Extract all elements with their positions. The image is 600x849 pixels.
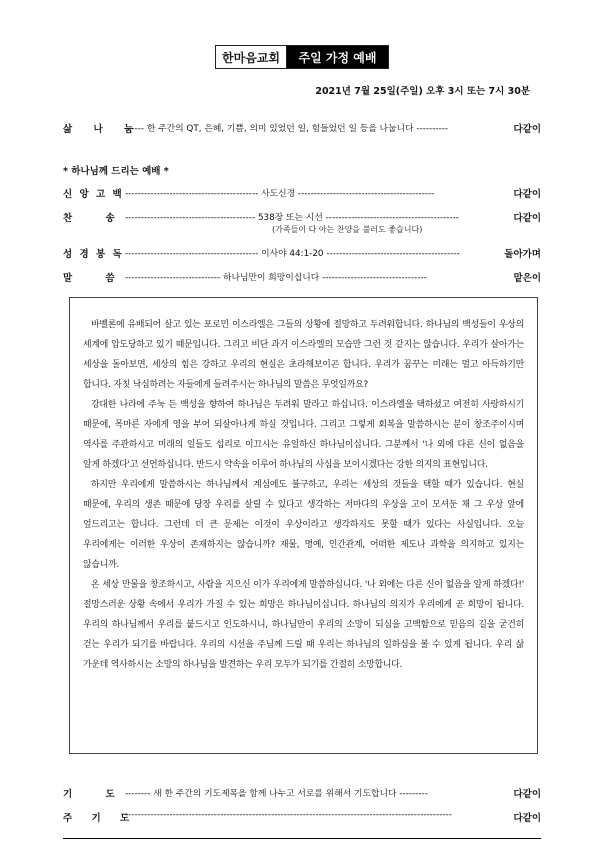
order-row-hymn	[63, 210, 541, 224]
order-label: 찬 송	[63, 213, 115, 224]
closing-row-prayer	[63, 786, 541, 800]
worship-heading: * 하나님께 드리는 예배 *	[63, 166, 169, 177]
order-label: 신 앙 고 백	[63, 189, 124, 200]
church-name: 한마음교회	[216, 46, 287, 68]
order-performer: 다같이	[513, 189, 541, 200]
hymn-note: (가족들이 다 아는 찬양을 불러도 좋습니다)	[272, 225, 423, 234]
order-desc: ------------------------------------------ 이사야 44:1-20 ------------------------------------------	[125, 249, 460, 259]
sermon-paragraph: 바벨론에 유배되어 살고 있는 포로민 이스라엘은 그들의 상황에 절망하고 두려워합니다. 하나님의 백성들이 우상의 세계에 압도당하고 있기 때문입니다. 그리고 비단 과거 이스라엘의 모습만 그런 것 같지는 않습니다. 우리가 살아가는 세상을 돌아보면, 세상의 힘은 강하고 우리의 현실은 초라해보이곤 합니다. 우리가 꿈꾸는 미래는 멀고 아득하기만 합니다. 자칫 낙심하려는 자들에게 들려주시는 하나님의 말씀은 무엇일까요?	[83, 320, 524, 390]
order-performer: 다같이	[513, 213, 541, 224]
sermon-text-box	[69, 297, 538, 754]
sermon-paragraph: 강대한 나라에 주눅 든 백성을 향하여 하나님은 두려워 말라고 하십니다. 이스라엘을 택하셨고 여전히 사랑하시기 때문에, 목마른 자에게 영을 부어 되살아나게 하실 것입니다. 그리고 그렇게 회복을 말씀하시는 분이 창조주이시며 역사를 주관하시고 미래의 일들도 섭리로 이끄시는 유일하신 하나님이십니다. 그분께서 '나 외에 다른 신이 없음을 알게 하겠다'고 선언하십니다. 반드시 약속을 이루어 하나님의 사심을 보이시겠다는 강한 의지의 표현입니다.	[83, 400, 524, 470]
bottom-divider	[63, 838, 541, 839]
sermon-paragraph: 하지만 우리에게 말씀하시는 하나님께서 계심에도 불구하고, 우리는 세상의 것들을 택할 때가 있습니다. 현실 때문에, 우리의 생존 때문에 당장 우리를 살릴 수 있다고 생각하는 저마다의 우상을 고이 모셔둔 채 그 우상 앞에 엎드리고는 합니다. 그런데 더 큰 문제는 이것이 우상이라고 생각하지도 못할 때가 있다는 사실입니다. 오늘 우리에게는 이러한 우상이 존재하지는 않습니까? 재물, 명예, 인간관계, 어떠한 제도나 과학을 의지하고 있지는 않습니까.	[83, 480, 524, 570]
sharing-performer: 다같이	[513, 124, 541, 135]
order-row-sermon	[63, 270, 541, 284]
closing-desc: -------------------------------------------------------------------------------------------------------	[125, 810, 452, 820]
order-desc: ----------------------------------------- 538장 또는 시선 ------------------------------------------	[125, 213, 459, 223]
closing-label: 주 기 도	[63, 813, 138, 824]
order-row-creed	[63, 186, 541, 200]
order-desc: ------------------------------------------ 사도신경 -------------------------------------------	[125, 189, 435, 199]
closing-performer: 다같이	[513, 789, 541, 800]
service-date: 2021년 7월 25일(주일) 오후 3시 또는 7시 30분	[315, 86, 530, 97]
closing-performer: 다같이	[513, 813, 541, 824]
order-performer: 맡은이	[513, 273, 541, 284]
sharing-desc: ------ 한 주간의 QT, 은혜, 기쁨, 의미 있었던 일, 힘들었던 일 등을 나눕니다 ----------	[125, 124, 449, 134]
closing-desc: -------- 새 한 주간의 기도제목을 함께 나누고 서로를 위해서 기도합니다 ---------	[125, 789, 428, 799]
order-row-reading	[63, 246, 541, 260]
order-desc: ------------------------------ 하나님만이 희망이십니다 ---------------------------------	[125, 273, 427, 283]
closing-label: 기 도	[63, 789, 115, 800]
order-performer: 돌아가며	[504, 249, 541, 260]
service-title-box	[215, 45, 389, 69]
order-label: 성 경 봉 독	[63, 249, 124, 260]
sharing-label: 삶 나 눔	[63, 124, 143, 135]
order-label: 말 씀	[63, 273, 115, 284]
closing-row-lords-prayer	[63, 810, 541, 824]
sharing-row	[63, 121, 541, 135]
service-title: 주일 가정 예배	[287, 46, 388, 68]
sermon-paragraph: 온 세상 만물을 창조하시고, 사람을 지으신 이가 우리에게 말씀하십니다. '나 외에는 다른 신이 없음을 알게 하겠다!' 절망스러운 상황 속에서 우리가 가질 수 있는 희망은 하나님이십니다. 하나님의 의지가 우리에게 곧 희망이 됩니다. 우리의 하나님께서 우리를 붙드시고 인도하시니, 하나님만이 우리의 소망이 되심을 고백함으로 믿음의 길을 굳건히 걷는 우리가 되기를 바랍니다. 우리의 시선을 주님께 드릴 때 우리는 하나님의 일하심을 볼 수 있게 됩니다. 우리 삶 가운데 역사하시는 소망의 하나님을 발견하는 우리 모두가 되기를 간절히 소망합니다.	[83, 580, 524, 670]
